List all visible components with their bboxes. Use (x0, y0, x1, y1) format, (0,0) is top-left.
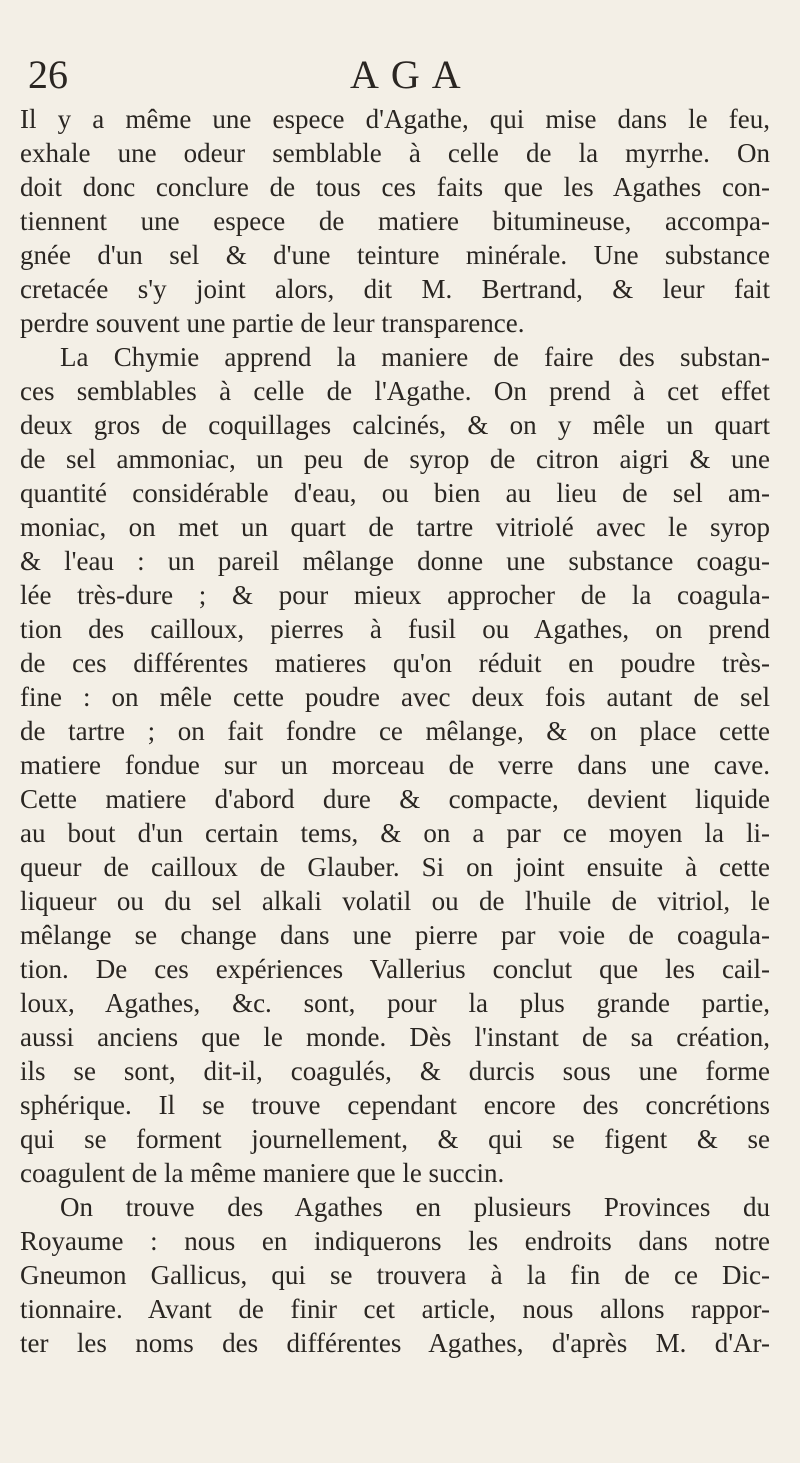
text-line: mêlange se change dans une pierre par voie de coagula- (20, 920, 770, 950)
text-line: de ces différentes matieres qu'on réduit en poudre très- (20, 648, 770, 678)
body-text (20, 102, 770, 1360)
text-line: tion. De ces expériences Vallerius conclut que les cail- (20, 954, 770, 984)
text-line: tiennent une espece de matiere bitumineuse, accompa- (20, 206, 770, 236)
page-header (20, 50, 770, 100)
text-line: ils se sont, dit-il, coagulés, & durcis sous une forme (20, 1056, 770, 1086)
text-line: tion des cailloux, pierres à fusil ou Agathes, on prend (20, 614, 770, 644)
text-line: matiere fondue sur un morceau de verre dans une cave. (20, 750, 770, 780)
text-line: coagulent de la même maniere que le succin. (20, 1158, 505, 1188)
text-line: ces semblables à celle de l'Agathe. On prend à cet effet (20, 376, 770, 406)
running-head: AGA (350, 52, 473, 97)
text-line: deux gros de coquillages calcinés, & on y mêle un quart (20, 410, 770, 440)
text-line: fine : on mêle cette poudre avec deux fois autant de sel (20, 682, 770, 712)
text-line: liqueur ou du sel alkali volatil ou de l'huile de vitriol, le (20, 886, 770, 916)
text-line: de tartre ; on fait fondre ce mêlange, & on place cette (20, 716, 770, 746)
text-line: ter les noms des différentes Agathes, d'après M. d'Ar- (20, 1328, 770, 1358)
text-line: de sel ammoniac, un peu de syrop de citron aigri & une (20, 444, 770, 474)
page-number: 26 (28, 52, 68, 97)
text-line: queur de cailloux de Glauber. Si on joint ensuite à cette (20, 852, 770, 882)
text-line: tionnaire. Avant de finir cet article, nous allons rappor- (20, 1294, 770, 1324)
text-line: aussi anciens que le monde. Dès l'instant de sa création, (20, 1022, 770, 1052)
text-line: moniac, on met un quart de tartre vitriolé avec le syrop (20, 512, 770, 542)
text-line: perdre souvent une partie de leur transparence. (20, 308, 525, 338)
text-line: On trouve des Agathes en plusieurs Provinces du (60, 1192, 770, 1222)
text-line: sphérique. Il se trouve cependant encore des concrétions (20, 1090, 770, 1120)
text-line: lée très-dure ; & pour mieux approcher de la coagula- (20, 580, 770, 610)
text-line: cretacée s'y joint alors, dit M. Bertrand, & leur fait (20, 274, 770, 304)
text-line: Cette matiere d'abord dure & compacte, devient liquide (20, 784, 770, 814)
text-line: quantité considérable d'eau, ou bien au lieu de sel am- (20, 478, 770, 508)
text-line: loux, Agathes, &c. sont, pour la plus grande partie, (20, 988, 770, 1018)
text-line: exhale une odeur semblable à celle de la myrrhe. On (20, 138, 770, 168)
text-line: & l'eau : un pareil mêlange donne une substance coagu- (20, 546, 770, 576)
text-line: qui se forment journellement, & qui se figent & se (20, 1124, 770, 1154)
text-line: au bout d'un certain tems, & on a par ce moyen la li- (20, 818, 770, 848)
text-line: doit donc conclure de tous ces faits que les Agathes con- (20, 172, 770, 202)
text-line: Gneumon Gallicus, qui se trouvera à la fin de ce Dic- (20, 1260, 770, 1290)
text-line: Il y a même une espece d'Agathe, qui mise dans le feu, (20, 104, 770, 134)
text-line: gnée d'un sel & d'une teinture minérale. Une substance (20, 240, 770, 270)
text-line: La Chymie apprend la maniere de faire des substan- (60, 342, 770, 372)
text-line: Royaume : nous en indiquerons les endroits dans notre (20, 1226, 770, 1256)
